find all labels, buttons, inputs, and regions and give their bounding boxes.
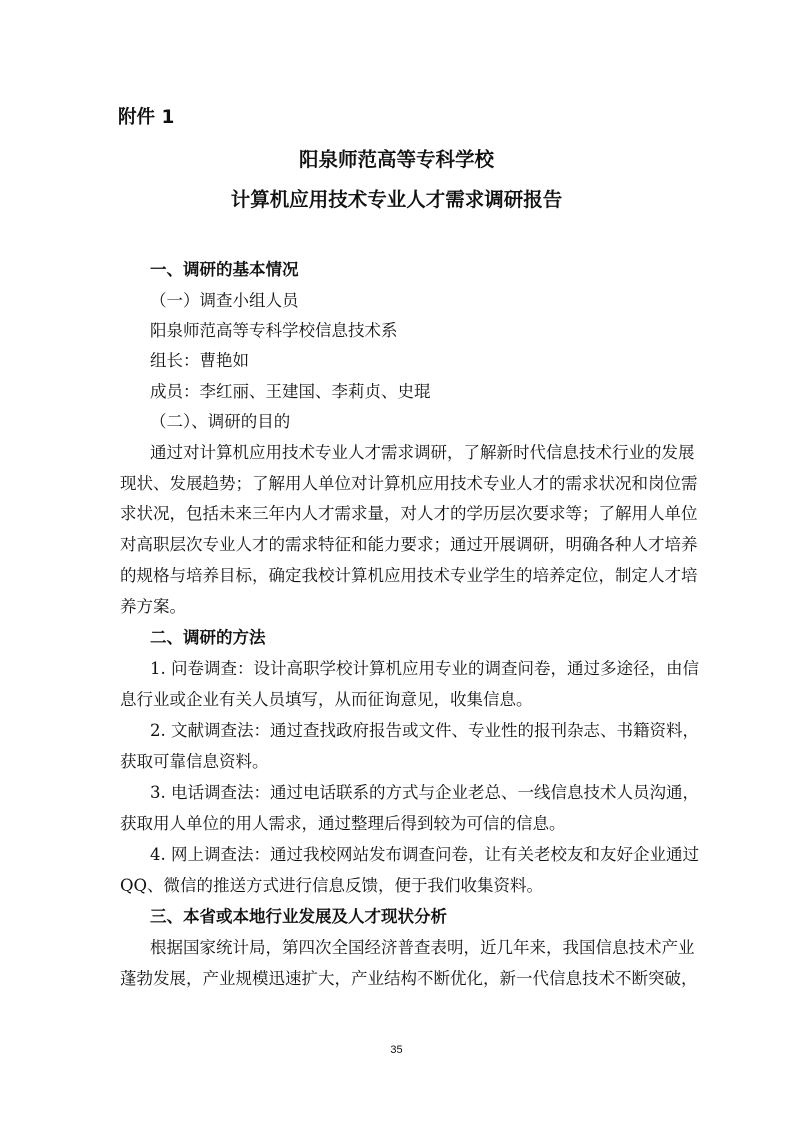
purpose-line: 的规格与培养目标，确定我校计算机应用技术专业学生的培养定位，制定人才培 xyxy=(120,566,698,585)
page-number: 35 xyxy=(390,1044,403,1056)
attachment-label: 附件 1 xyxy=(118,107,175,128)
section2-heading: 二、调研的方法 xyxy=(150,628,266,647)
method4-line: 4. 网上调查法：通过我校网站发布调查问卷，让有关老校友和友好企业通过 xyxy=(150,845,699,864)
method2-line: 获取可靠信息资料。 xyxy=(120,752,269,771)
purpose-line: 养方案。 xyxy=(120,597,186,616)
method3-line: 3. 电话调查法：通过电话联系的方式与企业老总、一线信息技术人员沟通， xyxy=(150,783,699,802)
document-title-line2: 计算机应用技术专业人才需求调研报告 xyxy=(230,188,563,211)
method1-line: 息行业或企业有关人员填写，从而征询意见，收集信息。 xyxy=(120,690,533,709)
section1-org: 阳泉师范高等专科学校信息技术系 xyxy=(150,321,398,340)
section1-sub2: （二）、调研的目的 xyxy=(150,412,291,431)
method3-line: 获取用人单位的用人需求，通过整理后得到较为可信的信息。 xyxy=(120,814,566,833)
section1-leader: 组长：曹艳如 xyxy=(150,351,249,370)
document-title-line1: 阳泉师范高等专科学校 xyxy=(298,148,494,171)
purpose-line: 求状况，包括未来三年内人才需求量，对人才的学历层次要求等；了解用人单位 xyxy=(120,504,698,523)
method2-line: 2. 文献调查法：通过查找政府报告或文件、专业性的报刊杂志、书籍资料， xyxy=(150,721,699,740)
section3-heading: 三、本省或本地行业发展及人才现状分析 xyxy=(150,907,447,926)
purpose-line: 对高职层次专业人才的需求特征和能力要求；通过开展调研，明确各种人才培养 xyxy=(120,535,698,554)
section1-members: 成员：李红丽、王建国、李莉贞、史琨 xyxy=(150,382,431,401)
method4-line: QQ、微信的推送方式进行信息反馈，便于我们收集资料。 xyxy=(120,876,544,895)
section1-heading: 一、调研的基本情况 xyxy=(150,260,299,279)
section3-line: 蓬勃发展，产业规模迅速扩大，产业结构不断优化，新一代信息技术不断突破， xyxy=(120,969,698,988)
method1-line: 1. 问卷调查：设计高职学校计算机应用专业的调查问卷，通过多途径，由信 xyxy=(150,659,699,678)
purpose-line: 通过对计算机应用技术专业人才需求调研，了解新时代信息技术行业的发展 xyxy=(150,443,695,462)
section1-sub1: （一）调查小组人员 xyxy=(150,291,299,310)
section3-line: 根据国家统计局，第四次全国经济普查表明，近几年来，我国信息技术产业 xyxy=(150,938,695,957)
purpose-line: 现状、发展趋势；了解用人单位对计算机应用技术专业人才的需求状况和岗位需 xyxy=(120,474,698,493)
